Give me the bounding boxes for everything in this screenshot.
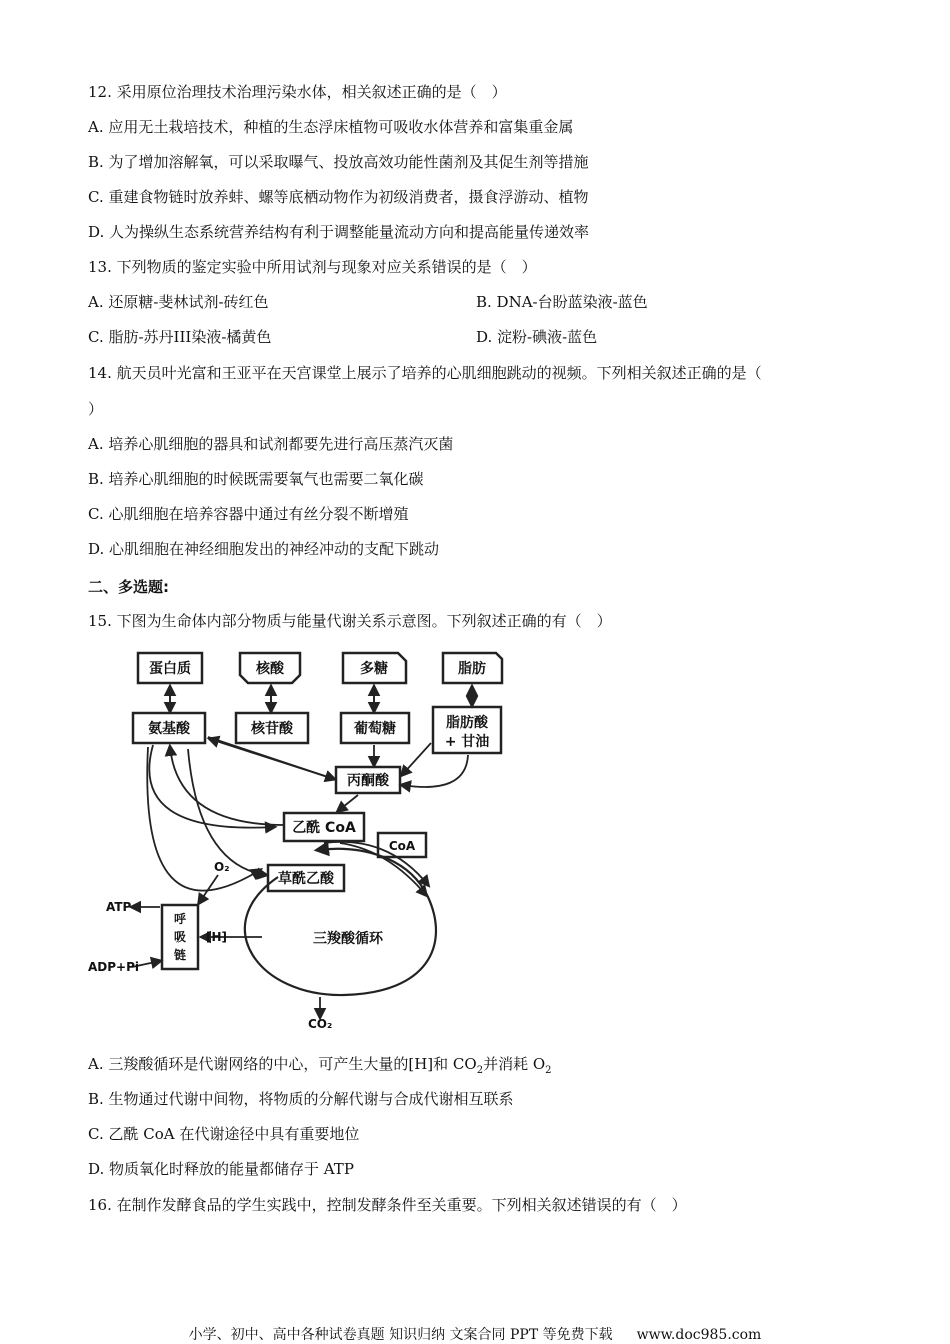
footer-text: 小学、初中、高中各种试卷真题 知识归纳 文案合同 PPT 等免费下载 — [188, 1327, 613, 1343]
h-label: [H] — [206, 930, 228, 944]
fatty-label-1: 脂肪酸 — [446, 715, 488, 731]
resp-label-3: 链 — [173, 948, 187, 962]
q13-option-d: D. 淀粉-碘液-蓝色 — [476, 328, 598, 346]
q15-option-c: C. 乙酰 CoA 在代谢途径中具有重要地位 — [88, 1125, 360, 1143]
acetylcoa-label: 乙酰 CoA — [292, 820, 356, 836]
glucose-label: 葡萄糖 — [354, 721, 396, 737]
q15-stem: 15. 下图为生命体内部分物质与能量代谢关系示意图。下列叙述正确的有（ ） — [88, 612, 612, 630]
oxaloacetate-label: 草酰乙酸 — [278, 871, 334, 887]
q14-stem: 14. 航天员叶光富和王亚平在天宫课堂上展示了培养的心肌细胞跳动的视频。下列相关叙述正确的是（ — [88, 364, 762, 382]
q16-stem: 16. 在制作发酵食品的学生实践中，控制发酵条件至关重要。下列相关叙述错误的有（ ） — [88, 1196, 687, 1214]
q14-option-c: C. 心肌细胞在培养容器中通过有丝分裂不断增殖 — [88, 505, 409, 523]
q15-a-mid: 并消耗 O — [483, 1055, 546, 1073]
pyruvate-label: 丙酮酸 — [347, 773, 389, 789]
fatty-label-2: + 甘油 — [444, 734, 490, 750]
q13-option-b: B. DNA-台盼蓝染液-蓝色 — [476, 293, 648, 311]
q15-option-b: B. 生物通过代谢中间物，将物质的分解代谢与合成代谢相互联系 — [88, 1090, 514, 1108]
metabolism-diagram — [88, 645, 528, 1030]
atp-label: ATP — [106, 900, 132, 914]
q13-option-a: A. 还原糖-斐林试剂-砖红色 — [88, 293, 269, 311]
nucleotide-label: 核苷酸 — [251, 721, 293, 737]
q12-stem: 12. 采用原位治理技术治理污染水体，相关叙述正确的是（ ） — [88, 83, 507, 101]
co2-label: CO₂ — [308, 1017, 333, 1030]
q15-a-sub2: 2 — [545, 1065, 552, 1076]
resp-label-2: 吸 — [173, 930, 187, 944]
tca-label: 三羧酸循环 — [313, 931, 383, 947]
q14-option-d: D. 心肌细胞在神经细胞发出的神经冲动的支配下跳动 — [88, 540, 440, 558]
q15-option-a — [88, 1054, 552, 1081]
q12-option-d: D. 人为操纵生态系统营养结构有利于调整能量流动方向和提高能量传递效率 — [88, 223, 590, 241]
protein-label: 蛋白质 — [149, 661, 191, 677]
q14-stem-cont: ） — [88, 400, 104, 418]
coa-label: CoA — [388, 839, 416, 853]
resp-label-1: 呼 — [173, 912, 187, 926]
amino-label: 氨基酸 — [148, 721, 190, 737]
q14-option-b: B. 培养心肌细胞的时候既需要氧气也需要二氧化碳 — [88, 470, 424, 488]
q12-option-b: B. 为了增加溶解氧，可以采取曝气、投放高效功能性菌剂及其促生剂等措施 — [88, 153, 589, 171]
q12-option-c: C. 重建食物链时放养蚌、螺等底栖动物作为初级消费者，摄食浮游动、植物 — [88, 188, 589, 206]
fat-label: 脂肪 — [458, 661, 486, 677]
polysac-label: 多糖 — [360, 661, 388, 677]
q13-stem: 13. 下列物质的鉴定实验中所用试剂与现象对应关系错误的是（ ） — [88, 258, 537, 276]
q15-a-sub1: 2 — [476, 1065, 484, 1076]
section-heading: 二、多选题: — [88, 578, 169, 596]
q14-option-a: A. 培养心肌细胞的器具和试剂都要先进行高压蒸汽灭菌 — [88, 435, 454, 453]
q15-a-text: A. 三羧酸循环是代谢网络的中心，可产生大量的[H]和 CO — [88, 1055, 477, 1073]
q15-option-d: D. 物质氧化时释放的能量都储存于 ATP — [88, 1160, 354, 1178]
page-footer — [0, 1324, 950, 1344]
nucleic-label: 核酸 — [256, 661, 284, 677]
footer-link[interactable]: www.doc985.com — [636, 1327, 762, 1343]
o2-label: O₂ — [214, 860, 230, 874]
q12-option-a: A. 应用无土栽培技术，种植的生态浮床植物可吸收水体营养和富集重金属 — [88, 118, 574, 136]
q13-option-c: C. 脂肪-苏丹III染液-橘黄色 — [88, 328, 272, 346]
adp-label: ADP+Pi — [88, 960, 140, 974]
